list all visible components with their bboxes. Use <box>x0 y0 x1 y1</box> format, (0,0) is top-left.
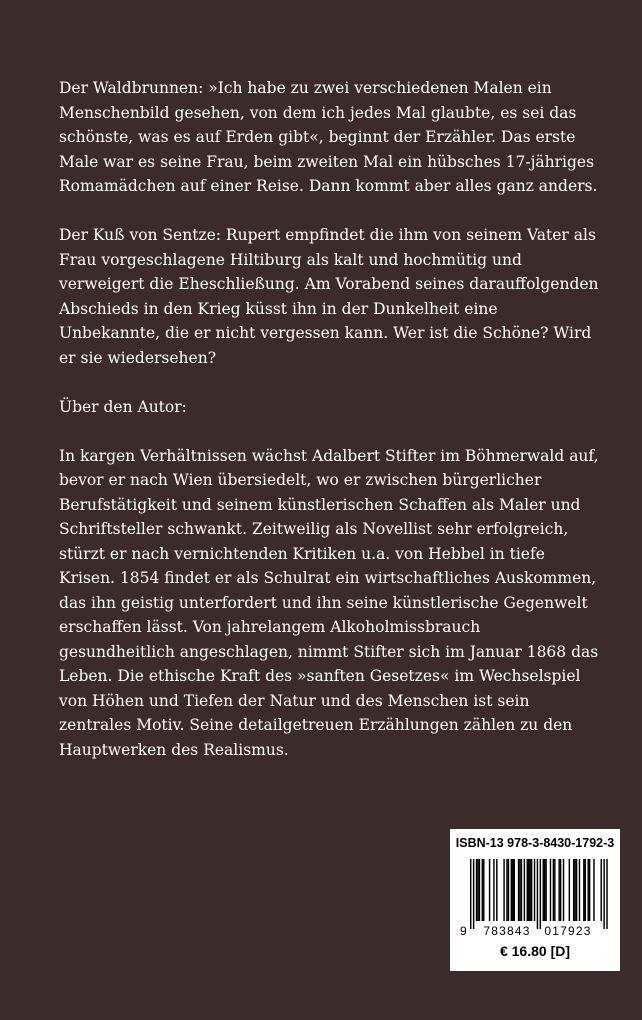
barcode-bar <box>519 859 520 921</box>
heading-ueber-den-autor: Über den Autor: <box>59 397 187 416</box>
barcode-bar <box>574 859 575 921</box>
barcode-bar <box>540 859 541 929</box>
barcode-bar <box>603 859 604 929</box>
barcode-bar <box>473 859 474 929</box>
barcode-bar <box>508 859 509 921</box>
barcode-bar <box>506 859 507 921</box>
barcode-left-digits: 783843 <box>483 924 531 938</box>
barcode-bar <box>544 859 545 921</box>
price-label: € 16.80 [D] <box>499 943 571 959</box>
barcode-bar <box>493 859 494 921</box>
barcode-bar <box>569 859 570 921</box>
isbn-barcode-box <box>450 829 620 971</box>
barcode-lead-digit: 9 <box>460 924 467 938</box>
barcode-bar <box>483 859 484 921</box>
barcode-bar <box>601 859 602 921</box>
barcode-graphic <box>450 855 620 941</box>
barcode-bar <box>489 859 490 921</box>
back-cover-text <box>59 76 599 787</box>
barcode-bar <box>521 859 522 921</box>
paragraph-author-bio: In kargen Verhältnissen wächst Adalbert Stifter im Böhmerwald auf, bevor er nach Wien übersiedelt, wo er zwischen bürgerlicher Berufstätigkeit und seinem künstlerischen Schaffen als Maler und Schriftsteller schwankt. Zeitweilig als Novellist sehr erfolgreich, stürzt er nach vernichtenden Kritiken u.a. von Hebbel in tiefe Krisen. 1854 findet er als Schulrat ein wirtschaftliches Auskommen, das ihn geistig unterfordert und ihn seine künstlerische Gegenwelt erschaffen lässt. Von jahrelangem Alkoholmissbrauch gesundheitlich angeschlagen, nimmt Stifter sich im Januar 1868 das Leben. Die ethische Kraft des »sanften Gesetzes« im Wechselspiel von Höhen und Tiefen der Natur und des Menschen ist sein zentrales Motiv. Seine detailgetreuen Erzählungen zählen zu den Hauptwerken des Realismus. <box>59 446 599 759</box>
barcode-bar <box>593 859 594 921</box>
barcode-bar <box>563 859 564 921</box>
barcode-bar <box>573 859 574 921</box>
paragraph-waldbrunnen: Der Waldbrunnen: »Ich habe zu zwei verschiedenen Malen ein Menschenbild gesehen, von dem ich jedes Mal glaubte, es sei das schönste, was es auf Erden gibt«, beginnt der Erzähler. Das erste Male war es seine Frau, beim zweiten Mal ein hübsches 17-jähriges Romamädchen auf einer Reise. Dann kommt aber alles ganz anders. <box>59 79 598 195</box>
isbn-label: ISBN-13 978-3-8430-1792-3 <box>455 836 615 850</box>
barcode-bar <box>606 859 607 929</box>
barcode-bar <box>496 859 497 921</box>
barcode-bar <box>503 859 504 921</box>
barcode-bar <box>476 859 477 921</box>
barcode-bar <box>550 859 551 921</box>
barcode-bar <box>479 859 480 921</box>
barcode-bar <box>553 859 554 921</box>
barcode-bar <box>554 859 555 921</box>
barcode-bar <box>482 859 483 921</box>
barcode-bar <box>528 859 529 921</box>
barcode-bar <box>587 859 588 921</box>
barcode-bar <box>470 859 471 929</box>
barcode-bar <box>579 859 580 921</box>
barcode-bar <box>545 859 546 921</box>
barcode-bar <box>537 859 538 929</box>
barcode-bar <box>576 859 577 921</box>
barcode-bar <box>558 859 559 921</box>
barcode-bar <box>585 859 586 921</box>
barcode-bar <box>531 859 532 921</box>
barcode-bar <box>534 859 535 921</box>
barcode-bar <box>514 859 515 921</box>
barcode-bar <box>512 859 513 921</box>
barcode-bar <box>583 859 584 921</box>
barcode-bars <box>470 859 608 929</box>
barcode-right-digits: 017923 <box>544 924 592 938</box>
barcode-bar <box>529 859 530 921</box>
paragraph-kuss-von-sentze: Der Kuß von Sentze: Rupert empfindet die ihm von seinem Vater als Frau vorgeschlagene Hiltiburg als kalt und hochmütig und verweigert die Eheschließung. Am Vorabend seines darauffolgenden Abschieds in den Krieg küsst ihn in der Dunkelheit eine Unbekannte, die er nicht vergessen kann. Wer ist die Schöne? Wird er sie wiedersehen? <box>59 226 599 367</box>
barcode-bar <box>518 859 519 921</box>
barcode-bar <box>524 859 525 921</box>
barcode-bar <box>589 859 590 921</box>
barcode-bar <box>543 859 544 921</box>
barcode-bar <box>527 859 528 921</box>
barcode-bar <box>477 859 478 921</box>
barcode-bar <box>560 859 561 921</box>
barcode-bar <box>511 859 512 921</box>
